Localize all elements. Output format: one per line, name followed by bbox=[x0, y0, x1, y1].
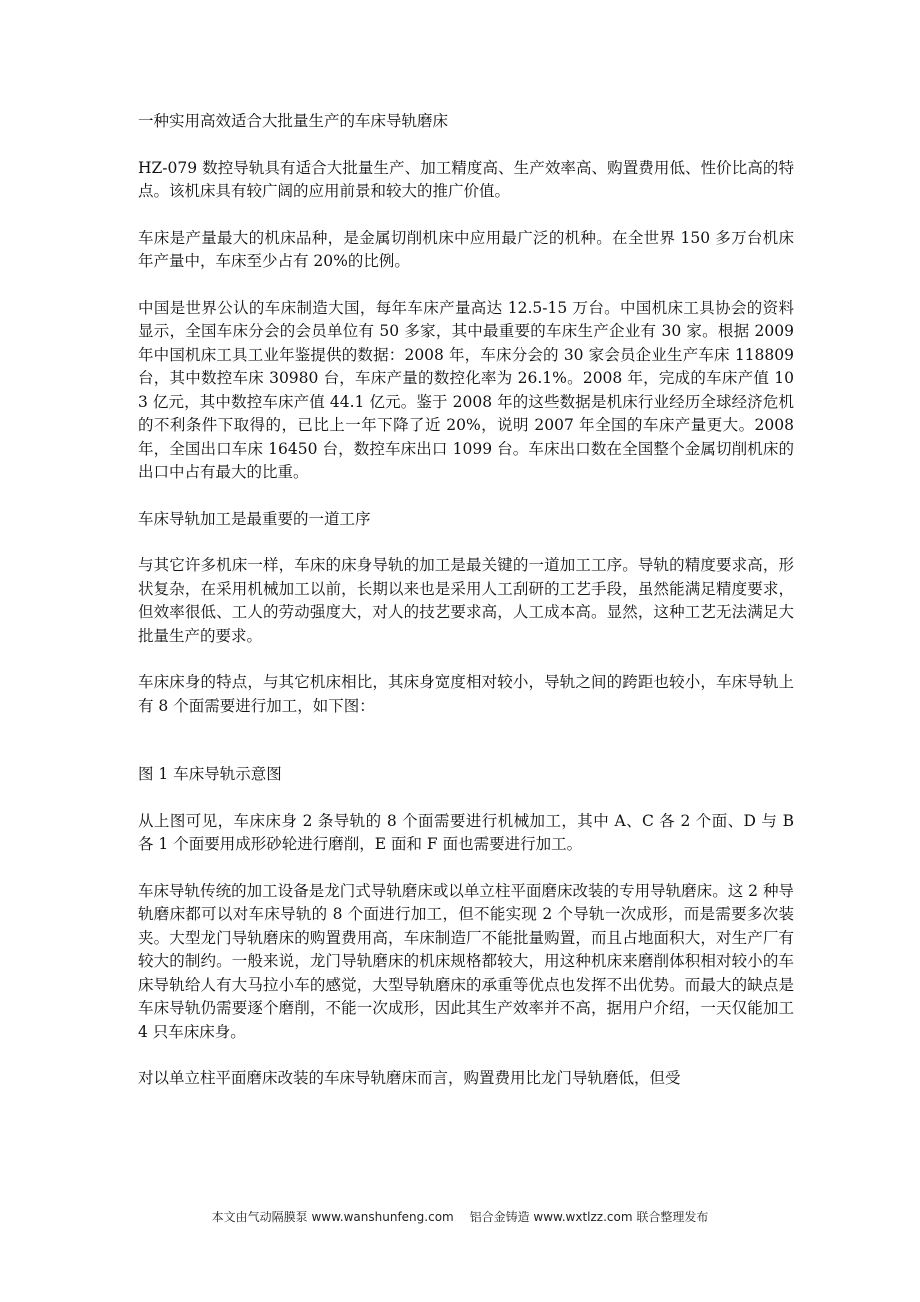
footer-source-2: 铝合金铸造 www.wxtlzz.com 联合整理发布 bbox=[469, 1210, 709, 1224]
footer-source-1: 本文由气动隔膜泵 www.wanshunfeng.com bbox=[211, 1210, 454, 1224]
section-heading: 车床导轨加工是最重要的一道工序 bbox=[138, 509, 371, 528]
footer bbox=[0, 1208, 920, 1225]
paragraph-guide-machining: 与其它许多机床一样，车床的床身导轨的加工是最关键的一道加工工序。导轨的精度要求高，形状复杂，在采用机械加工以前，长期以来也是采用人工刮研的工艺手段，虽然能满足精度要求，但效率很低、工人的劳动强度大，对人的技艺要求高，人工成本高。显然，这种工艺无法满足大批量生产的要求。 bbox=[138, 556, 794, 645]
document-body bbox=[138, 110, 794, 1114]
paragraph-intro: HZ-079 数控导轨具有适合大批量生产、加工精度高、生产效率高、购置费用低、性价比高的特点。该机床具有较广阔的应用前景和较大的推广价值。 bbox=[138, 158, 794, 200]
document-title: 一种实用高效适合大批量生产的车床导轨磨床 bbox=[138, 112, 449, 130]
figure-caption: 图 1 车床导轨示意图 bbox=[138, 765, 282, 783]
paragraph-bed-features: 车床床身的特点，与其它机床相比，其床身宽度相对较小，导轨之间的跨距也较小，车床导轨上有 8 个面需要进行加工，如下图： bbox=[138, 673, 794, 715]
paragraph-single-column: 对以单立柱平面磨床改装的车床导轨磨床而言，购置费用比龙门导轨磨低，但受 bbox=[138, 1069, 681, 1087]
paragraph-lathe-output: 车床是产量最大的机床品种，是金属切削机床中应用最广泛的机种。在全世界 150 多万台机床年产量中，车床至少占有 20%的比例。 bbox=[138, 228, 794, 270]
paragraph-figure-explanation: 从上图可见，车床床身 2 条导轨的 8 个面需要进行机械加工，其中 A、C 各 2 个面、D 与 B 各 1 个面要用成形砂轮进行磨削，E 面和 F 面也需要进行加工。 bbox=[138, 811, 794, 853]
figure-placeholder bbox=[138, 741, 794, 763]
paragraph-traditional-equipment: 车床导轨传统的加工设备是龙门式导轨磨床或以单立柱平面磨床改装的专用导轨磨床。这 2 种导轨磨床都可以对车床导轨的 8 个面进行加工，但不能实现 2 个导轨一次成形，而是需要多次装夹。大型龙门导轨磨床的购置费用高，车床制造厂不能批量购置，而且占地面积大，对生产厂有较大的制约。一般来说，龙门导轨磨床的机床规格都较大，用这种机床来磨削体积相对较小的车床导轨给人有大马拉小车的感觉，大型导轨磨床的承重等优点也发挥不出优势。而最大的缺点是车床导轨仍需要逐个磨削，不能一次成形，因此其生产效率并不高，据用户介绍，一天仅能加工 4 只车床床身。 bbox=[138, 881, 794, 1041]
paragraph-china-statistics: 中国是世界公认的车床制造大国，每年车床产量高达 12.5-15 万台。中国机床工具协会的资料显示，全国车床分会的会员单位有 50 多家，其中最重要的车床生产企业有 30 家。根据 2009 年中国机床工具工业年鉴提供的数据：2008 年，车床分会的 30 家会员企业生产车床 118809 台，其中数控车床 30980 台，车床产量的数控化率为 26.1%。2008 年，完成的车床产值 103 亿元，其中数控车床产值 44.1 亿元。鉴于 2008 年的这些数据是机床行业经历全球经济危机的不利条件下取得的，已比上一年下降了近 20%，说明 2007 年全国的车床产量更大。2008 年，全国出口车床 16450 台，数控车床出口 1099 台。车床出口数在全国整个金属切削机床的出口中占有最大的比重。 bbox=[138, 298, 794, 481]
